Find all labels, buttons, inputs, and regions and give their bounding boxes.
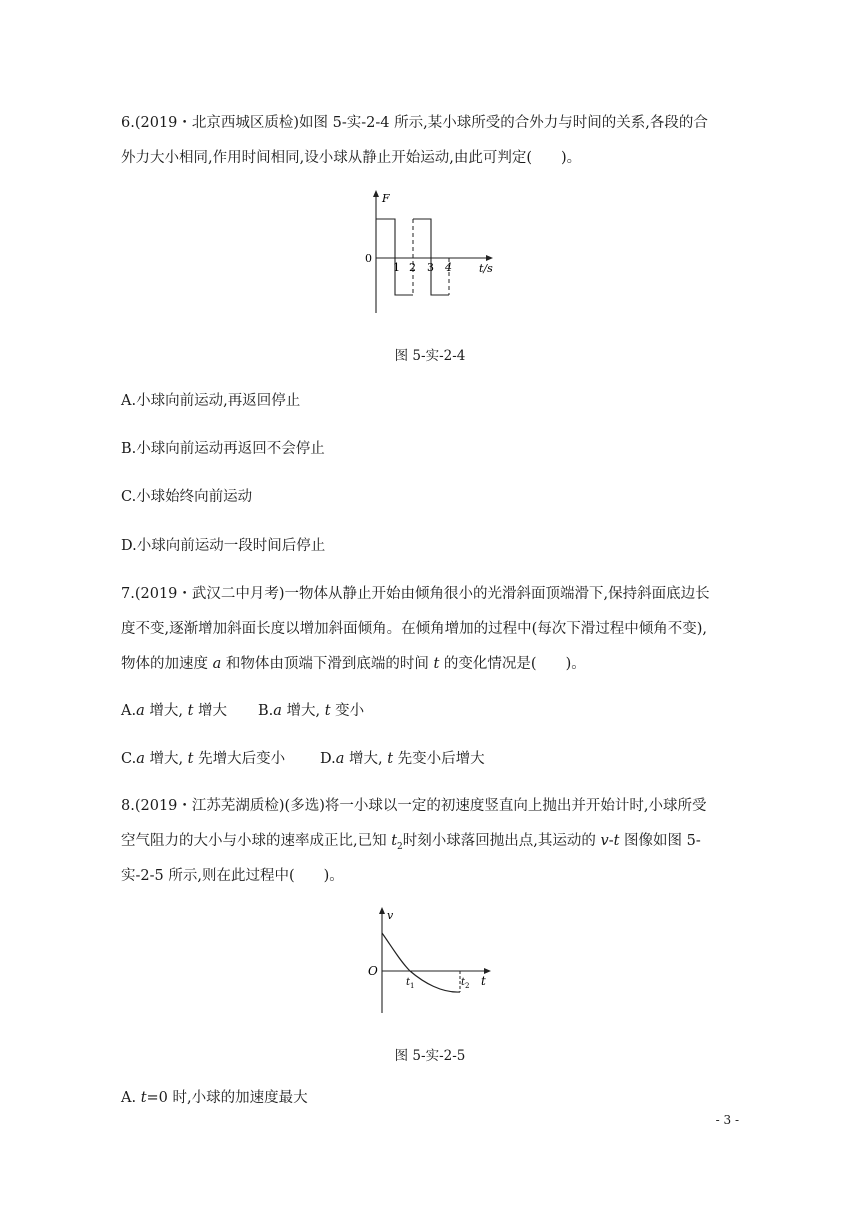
x-axis-label: t/s	[479, 262, 493, 275]
origin-label: 0	[365, 252, 372, 265]
q7-stem-line3: 物体的加速度 a 和物体由顶端下滑到底端的时间 t 的变化情况是( )。	[121, 656, 586, 672]
q8-stem-line1: 8.(2019・江苏芜湖质检)(多选)将一小球以一定的初速度竖直向上抛出并开始计时,小球所受	[121, 798, 707, 814]
y-axis-label: v	[387, 909, 394, 922]
q8-option-a: A. t=0 时,小球的加速度最大	[121, 1090, 308, 1106]
figure-caption: 图 5-实-2-5	[394, 1048, 466, 1064]
q7-stem-line2: 度不变,逐渐增加斜面长度以增加斜面倾角。在倾角增加的过程中(每次下滑过程中倾角不变),	[121, 621, 708, 637]
q8-stem-line2: 空气阻力的大小与小球的速率成正比,已知 $t_2$时刻小球落回抛出点,其运动的 v-t 图像如图 5-	[121, 833, 701, 852]
q7-stem-line1: 7.(2019・武汉二中月考)一物体从静止开始由倾角很小的光滑斜面顶端滑下,保持斜面底边长	[121, 586, 710, 602]
tick-label-3: 3	[427, 261, 434, 274]
q7-option-c: C.a 增大, t 先增大后变小	[121, 751, 286, 767]
q8-stem-line3: 实-2-5 所示,则在此过程中( )。	[121, 868, 344, 884]
q6-option-b: B.小球向前运动再返回不会停止	[121, 441, 325, 457]
q6-option-c: C.小球始终向前运动	[121, 489, 253, 505]
tick-label-2: 2	[409, 261, 416, 274]
q7-option-b: B.a 增大, t 变小	[258, 703, 365, 719]
q7-option-a: A.a 增大, t 增大	[121, 703, 228, 719]
q7-option-d: D.a 增大, t 先变小后增大	[320, 751, 485, 767]
tick-label-1: 1	[393, 261, 400, 274]
figure-force-time-graph	[355, 188, 505, 318]
page-number: - 3 -	[715, 1113, 739, 1127]
y-axis-label: F	[382, 192, 390, 205]
origin-label: O	[368, 964, 378, 978]
figure-caption: 图 5-实-2-4	[394, 348, 466, 364]
x-axis-label: t	[481, 974, 486, 988]
figure-velocity-time-graph	[362, 905, 502, 1017]
q6-stem-line2: 外力大小相同,作用时间相同,设小球从静止开始运动,由此可判定( )。	[121, 150, 582, 166]
q6-option-d: D.小球向前运动一段时间后停止	[121, 538, 326, 554]
tick-label-4: 4	[445, 261, 452, 274]
q6-option-a: A.小球向前运动,再返回停止	[121, 393, 301, 409]
q6-stem-line1: 6.(2019・北京西城区质检)如图 5-实-2-4 所示,某小球所受的合外力与时间的关系,各段的合	[121, 115, 708, 131]
t1-label: $t_1$	[406, 977, 415, 990]
t2-label: $t_2$	[461, 977, 470, 990]
